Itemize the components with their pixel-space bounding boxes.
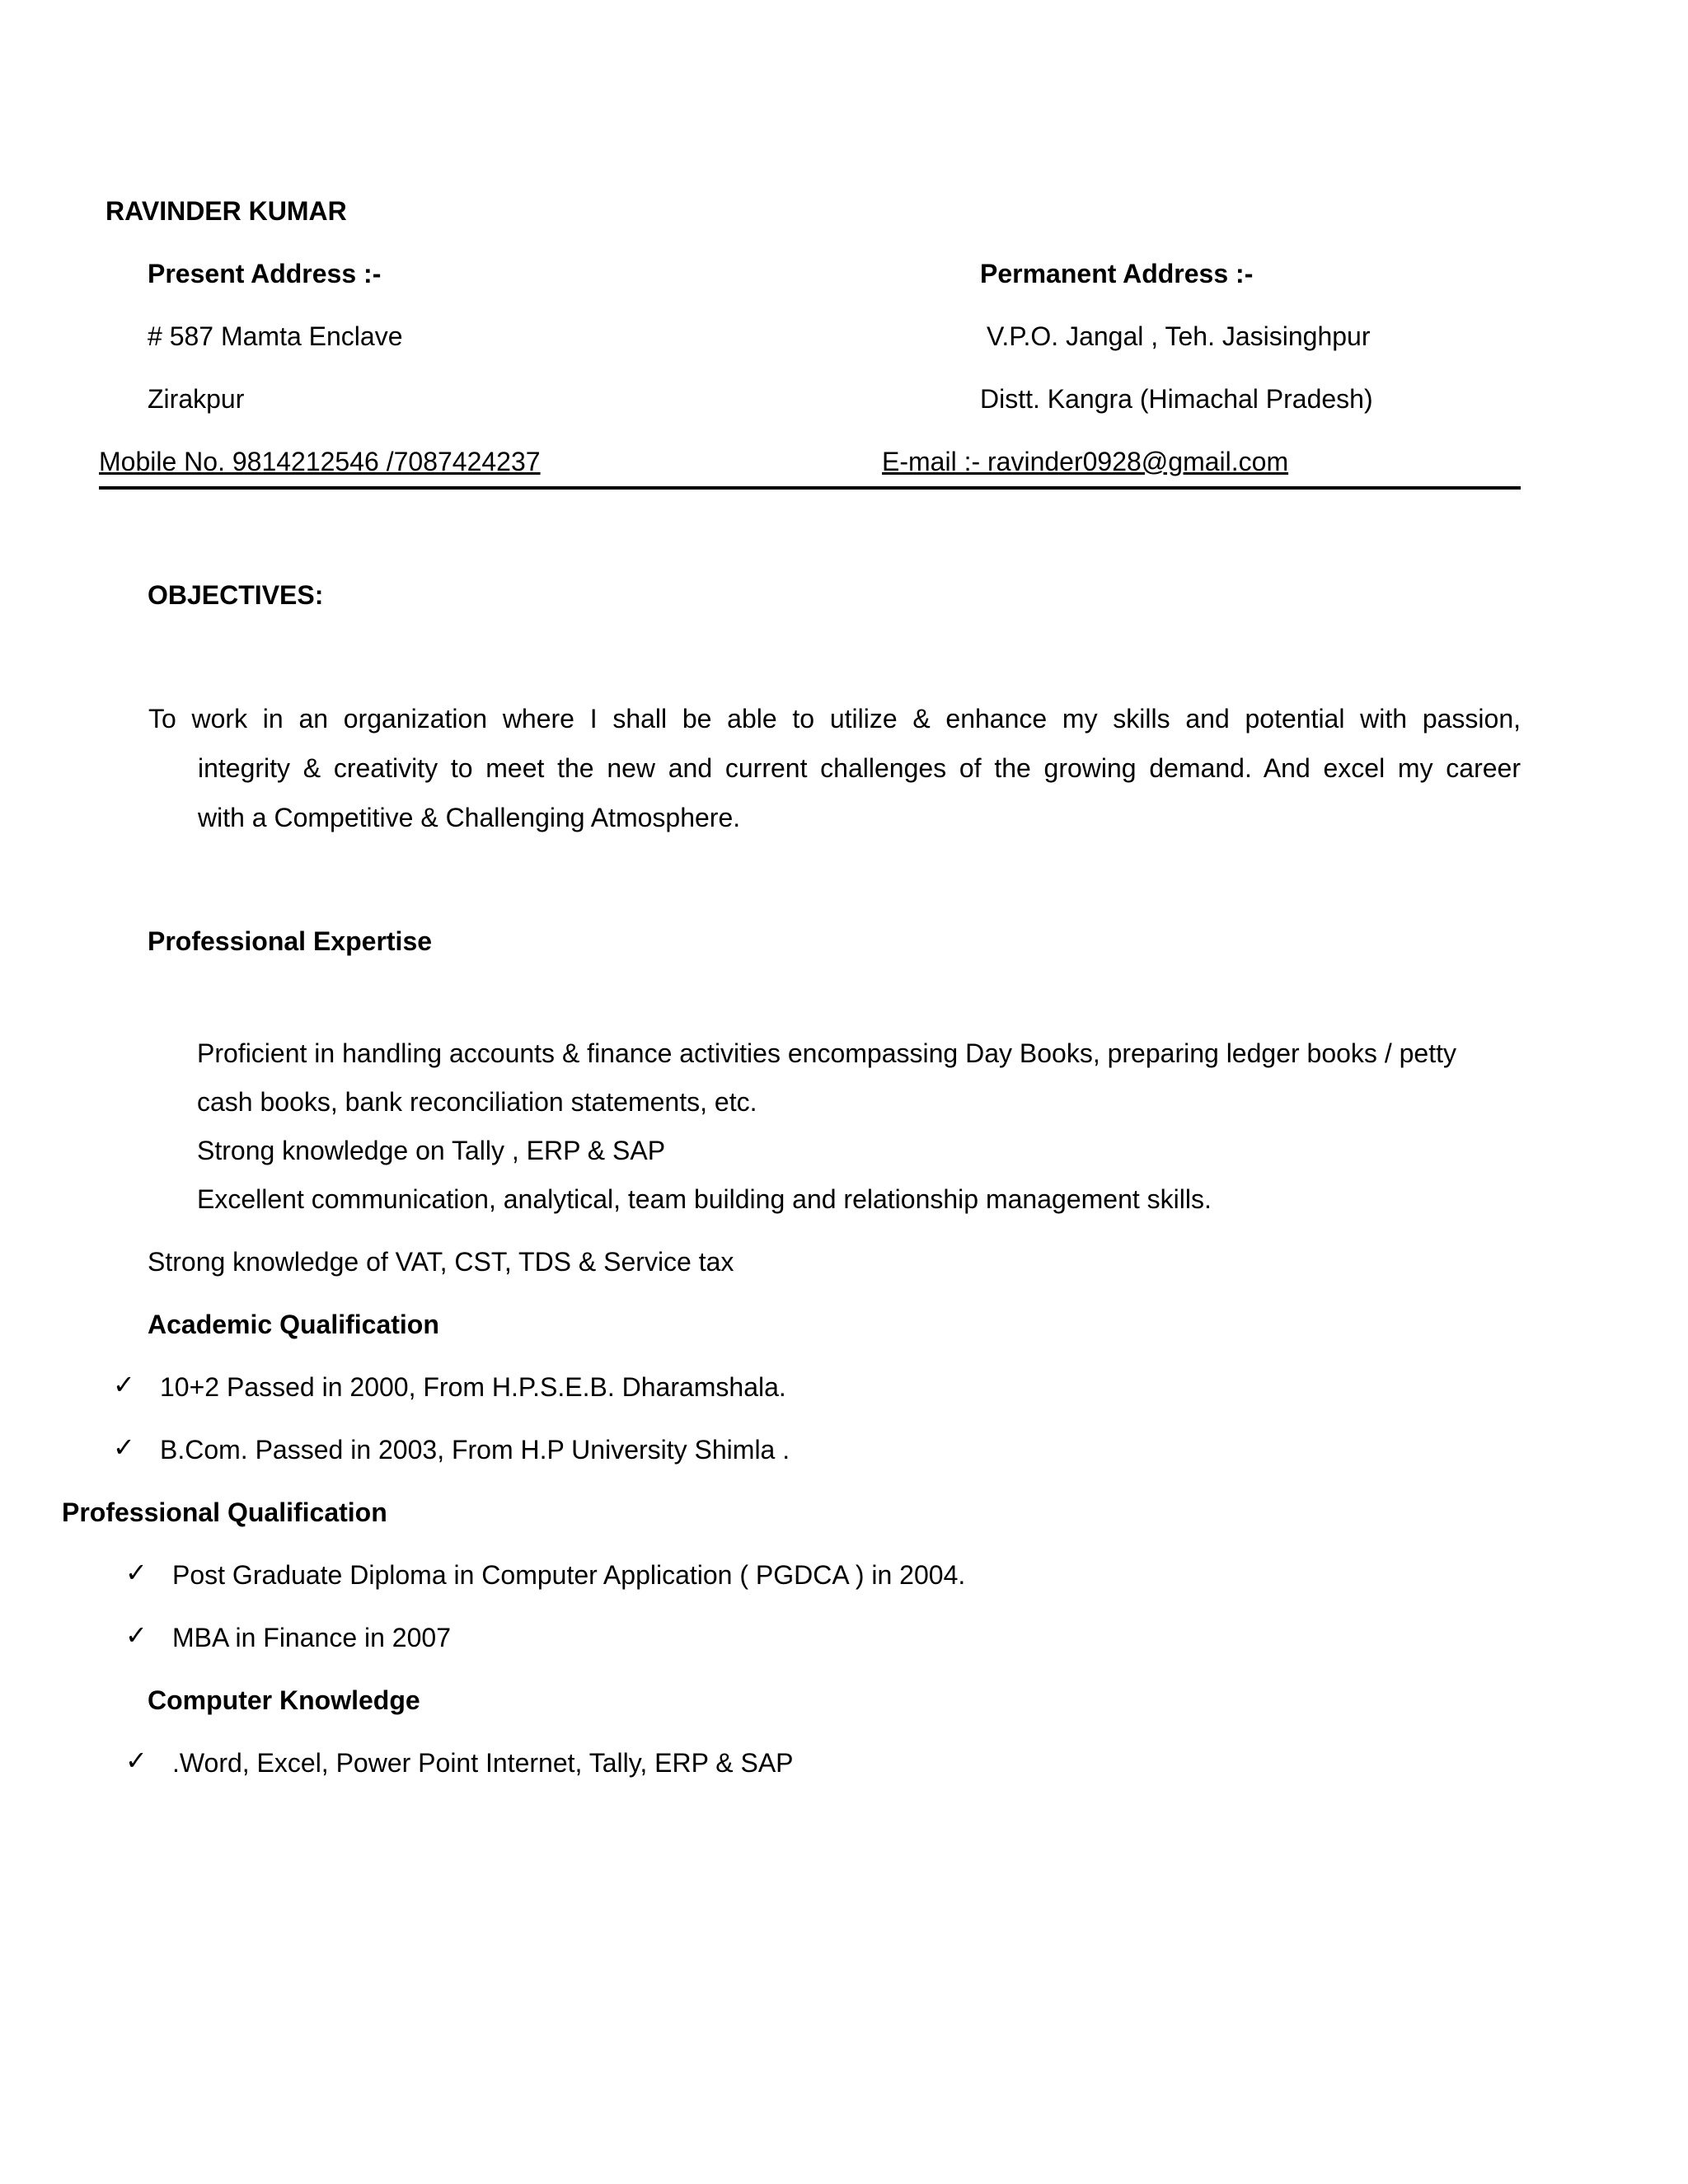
present-address-line2: Zirakpur [148,384,245,414]
checkmark-icon: ✓ [125,1619,148,1651]
candidate-name: RAVINDER KUMAR [106,196,347,226]
checkmark-icon: ✓ [125,1557,148,1588]
professional-item: MBA in Finance in 2007 [172,1623,451,1652]
permanent-address-label: Permanent Address :- [980,259,1254,288]
professional-heading: Professional Qualification [62,1497,387,1527]
permanent-address-line2: Distt. Kangra (Himachal Pradesh) [980,384,1373,414]
mobile-number: Mobile No. 9814212546 /7087424237 [99,447,541,476]
expertise-item: Excellent communication, analytical, team building and relationship management skills. [197,1184,1212,1214]
header-divider [99,486,1521,490]
computer-heading: Computer Knowledge [148,1685,420,1715]
computer-item: .Word, Excel, Power Point Internet, Tally, ERP & SAP [172,1748,794,1778]
professional-item: Post Graduate Diploma in Computer Application ( PGDCA ) in 2004. [172,1560,966,1590]
academic-item: 10+2 Passed in 2000, From H.P.S.E.B. Dharamshala. [160,1372,786,1402]
objectives-line: integrity & creativity to meet the new and current challenges of the growing demand. And excel my career [198,753,1521,783]
objectives-heading: OBJECTIVES: [148,580,324,610]
checkmark-icon: ✓ [113,1432,135,1463]
email-address: E-mail :- ravinder0928@gmail.com [882,447,1289,476]
permanent-address-line1: V.P.O. Jangal , Teh. Jasisinghpur [987,321,1371,351]
present-address-line1: # 587 Mamta Enclave [148,321,403,351]
academic-item: B.Com. Passed in 2003, From H.P University Shimla . [160,1435,790,1465]
academic-heading: Academic Qualification [148,1310,439,1339]
expertise-item: Proficient in handling accounts & finance activities encompassing Day Books, preparing ledger books / petty [197,1038,1456,1068]
objectives-line: To work in an organization where I shall be able to utilize & enhance my skills and potential with passion, [148,704,1521,733]
checkmark-icon: ✓ [125,1745,148,1776]
present-address-label: Present Address :- [148,259,382,288]
expertise-item: cash books, bank reconciliation statements, etc. [197,1087,757,1117]
checkmark-icon: ✓ [113,1369,135,1400]
expertise-heading: Professional Expertise [148,926,433,956]
objectives-paragraph [148,694,1521,842]
expertise-item: Strong knowledge on Tally , ERP & SAP [197,1136,666,1165]
objectives-line: with a Competitive & Challenging Atmosphere. [198,803,741,832]
expertise-item: Strong knowledge of VAT, CST, TDS & Service tax [148,1247,734,1277]
